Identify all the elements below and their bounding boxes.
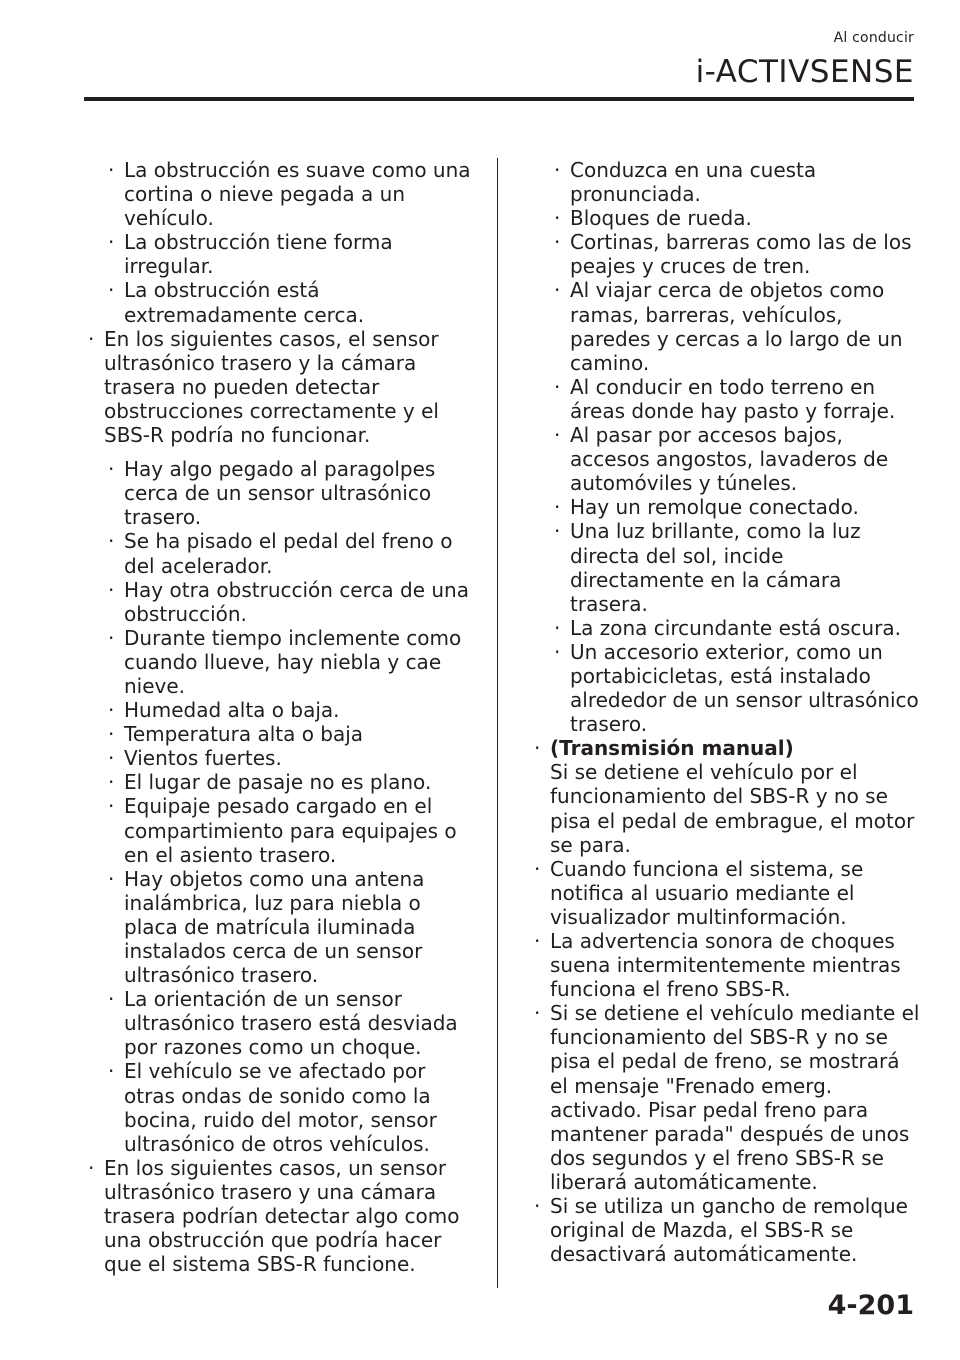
manual-transmission-heading: · (Transmisión manual) — [550, 736, 794, 761]
sublist-false-detection — [550, 158, 920, 736]
header-title: i-ACTIVSENSE — [695, 54, 914, 90]
column-divider — [497, 158, 498, 1288]
list-item: · La zona circundante está oscura. — [550, 616, 920, 640]
list-item: · Al pasar por accesos bajos, accesos angostos, lavaderos de automóviles y túneles. — [550, 423, 920, 495]
list-item: · La advertencia sonora de choques suena intermitentemente mientras funciona el freno SBS-R. — [530, 929, 920, 1001]
list-item: · Si se utiliza un gancho de remolque original de Mazda, el SBS-R se desactivará automáticamente. — [530, 1194, 920, 1266]
list-item: · Cuando funciona el sistema, se notifica al usuario mediante el visualizador multinformación. — [530, 857, 920, 929]
list-item: · En los siguientes casos, un sensor ultrasónico trasero y una cámara trasera podrían detectar algo como una obstrucción que podría hacer que el sistema SBS-R funcione. — [84, 1156, 476, 1276]
list-item: · Temperatura alta o baja — [104, 722, 476, 746]
list-item: · Hay otra obstrucción cerca de una obstrucción. — [104, 578, 476, 626]
list-item: · Si se detiene el vehículo mediante el funcionamiento del SBS-R y no se pisa el pedal de freno, se mostrará el mensaje "Frenado emerg. activado. Pisar pedal freno para mantener parada" después de unos dos segundos y el freno SBS-R se liberará automáticamente. — [530, 1001, 920, 1194]
list-item: · Conduzca en una cuesta pronunciada. — [550, 158, 920, 206]
manual-transmission-text: Si se detiene el vehículo por el funcionamiento del SBS-R y no se pisa el pedal de embrague, el motor se para. — [550, 760, 915, 857]
list-item: · Cortinas, barreras como las de los peajes y cruces de tren. — [550, 230, 920, 278]
bullet-text: En los siguientes casos, el sensor ultrasónico trasero y la cámara trasera no pueden detectar obstrucciones correctamente y el SBS-R podría no funcionar. — [104, 326, 439, 448]
list-item: · Una luz brillante, como la luz directa del sol, incide directamente en la cámara trasera. — [550, 519, 920, 615]
list-item: · Se ha pisado el pedal del freno o del acelerador. — [104, 529, 476, 577]
left-column — [84, 158, 476, 1276]
list-item: · Un accesorio exterior, como un portabicicletas, está instalado alrededor de un sensor ultrasónico trasero. — [550, 640, 920, 736]
header-section: Al conducir — [833, 30, 914, 46]
list-item: · La obstrucción está extremadamente cerca. — [104, 278, 476, 326]
list-item: · La obstrucción es suave como una cortina o nieve pegada a un vehículo. — [104, 158, 476, 230]
list-item: · El lugar de pasaje no es plano. — [104, 770, 476, 794]
list-item: · Hay algo pegado al paragolpes cerca de un sensor ultrasónico trasero. — [104, 457, 476, 529]
list-item: · Al viajar cerca de objetos como ramas, barreras, vehículos, paredes y cercas a lo largo de un camino. — [550, 278, 920, 374]
sublist-detection-conditions — [104, 457, 476, 1156]
list-item: · Vientos fuertes. — [104, 746, 476, 770]
list-item: · Humedad alta o baja. — [104, 698, 476, 722]
list-item: · Bloques de rueda. — [550, 206, 920, 230]
list-item: · Equipaje pesado cargado en el compartimiento para equipajes o en el asiento trasero. — [104, 794, 476, 866]
list-item: · Hay un remolque conectado. — [550, 495, 920, 519]
right-column — [530, 158, 920, 1266]
list-item: · El vehículo se ve afectado por otras ondas de sonido como la bocina, ruido del motor, sensor ultrasónico de otros vehículos. — [104, 1059, 476, 1155]
list-item: · La obstrucción tiene forma irregular. — [104, 230, 476, 278]
sublist-obstruction-types — [104, 158, 476, 327]
list-item: · Durante tiempo inclemente como cuando llueve, hay niebla y cae nieve. — [104, 626, 476, 698]
list-item — [84, 327, 476, 1156]
main-list-left — [84, 327, 476, 1277]
header-rule — [84, 97, 914, 101]
list-item: · Al conducir en todo terreno en áreas donde hay pasto y forraje. — [550, 375, 920, 423]
list-item — [530, 736, 920, 856]
list-item: · Hay objetos como una antena inalámbrica, luz para niebla o placa de matrícula iluminada instalados cerca de un sensor ultrasónico trasero. — [104, 867, 476, 987]
main-list-right — [530, 736, 920, 1266]
page-number: 4-201 — [827, 1290, 914, 1321]
list-item: · La orientación de un sensor ultrasónico trasero está desviada por razones como un choque. — [104, 987, 476, 1059]
